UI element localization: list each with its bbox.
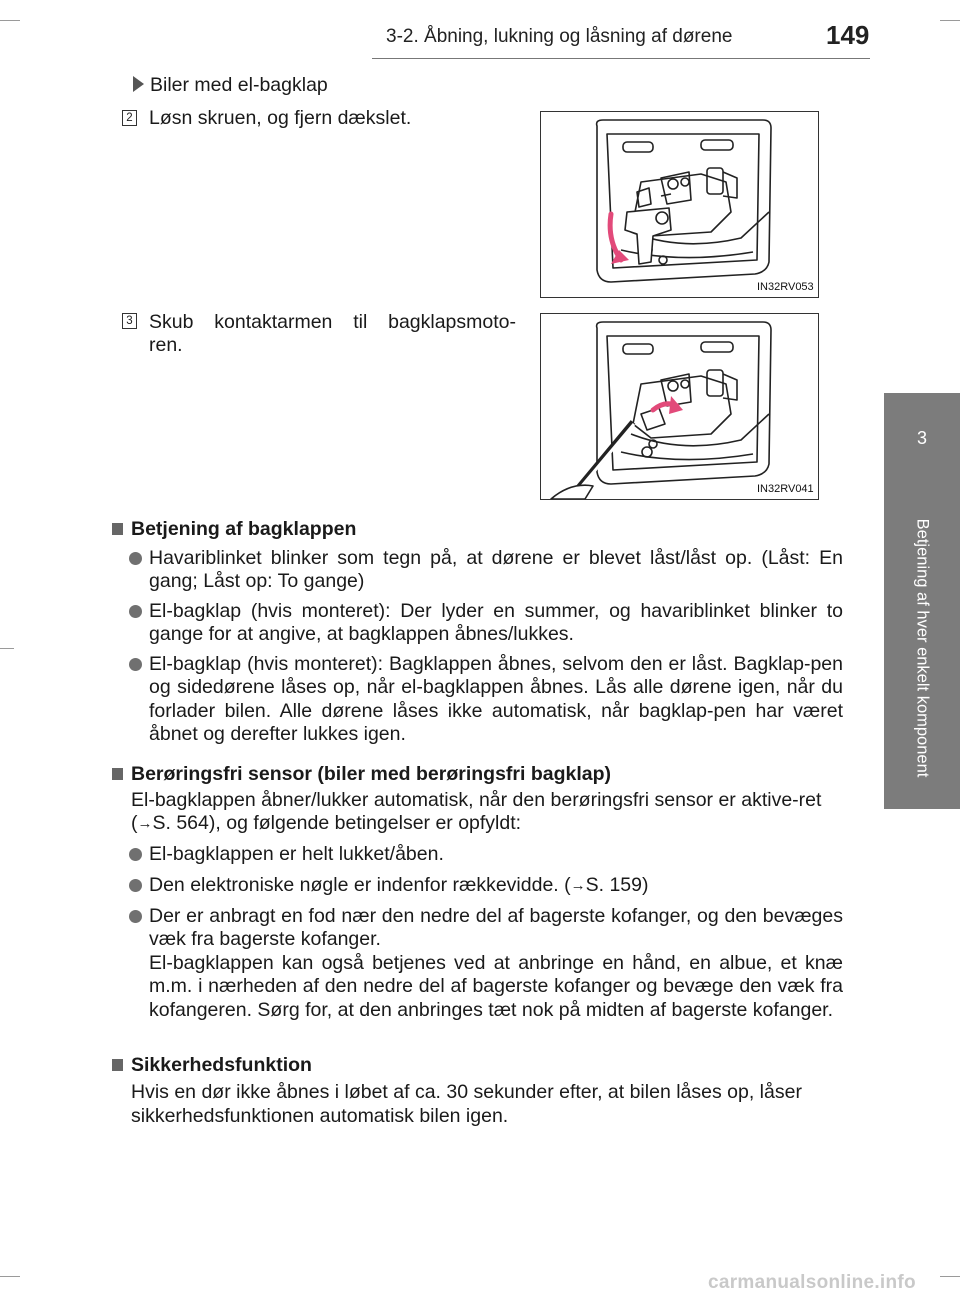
running-header-title: 3-2. Åbning, lukning og låsning af dørene	[386, 26, 733, 47]
bullet-text-part: Den elektroniske nøgle er indenfor rækkevidde. (	[149, 874, 571, 896]
section-heading: Sikkerhedsfunktion	[131, 1054, 312, 1076]
step-text-line-2: ren.	[149, 334, 183, 356]
crop-mark	[940, 1276, 960, 1277]
triangle-right-icon	[133, 76, 144, 92]
circle-bullet-icon	[129, 848, 142, 861]
crop-mark	[0, 1276, 20, 1277]
step-number-box: 3	[122, 313, 137, 329]
bullet-text-part: )	[642, 874, 649, 896]
figure-cover-removal	[540, 111, 819, 298]
intro-label: Biler med el-bagklap	[150, 74, 328, 96]
step-text-line-1: Skub kontaktarmen til bagklapsmoto-	[149, 311, 516, 333]
section-body-line: sikkerhedsfunktionen automatisk bilen igen.	[131, 1105, 509, 1127]
chapter-tab-text: Betjening af hver enkelt komponent	[913, 518, 932, 778]
circle-bullet-icon	[129, 910, 142, 923]
circle-bullet-icon	[129, 879, 142, 892]
crop-mark	[0, 20, 20, 21]
arrow-right-icon: →	[570, 877, 586, 894]
circle-bullet-icon	[129, 605, 142, 618]
square-bullet-icon	[112, 1059, 123, 1071]
section-body	[131, 789, 846, 837]
bullet-text: El-bagklap (hvis monteret): Der lyder en summer, og havariblinket blinker to gange for at angive, at bagklappen åbnes/lukkes.	[149, 600, 843, 646]
step-text: Løsn skruen, og fjern dækslet.	[149, 107, 412, 129]
motor-switch-illustration	[541, 314, 818, 499]
bullet-text: Der er anbragt en fod nær den nedre del af bagerste kofanger, og den bevæges væk fra bagerste kofanger.	[149, 905, 843, 951]
page-number: 149	[826, 20, 870, 50]
section-heading: Berøringsfri sensor (biler med berøringsfri bagklap)	[131, 763, 612, 785]
bullet-text: Havariblinket blinker som tegn på, at dørene er blevet låst/låst op. (Låst: En gang; Låst op: To gange)	[149, 547, 843, 593]
square-bullet-icon	[112, 768, 123, 780]
circle-bullet-icon	[129, 552, 142, 565]
latch-cover-illustration	[541, 112, 818, 297]
circle-bullet-icon	[129, 658, 142, 671]
chapter-tab-number: 3	[916, 428, 927, 448]
figure-code: IN32RV041	[757, 483, 814, 495]
section-heading: Betjening af bagklappen	[131, 518, 357, 540]
watermark: carmanualsonline.info	[708, 1272, 916, 1293]
header-rule	[372, 58, 870, 59]
square-bullet-icon	[112, 523, 123, 535]
crop-mark	[940, 20, 960, 21]
body-text: ), og følgende betingelser er opfyldt:	[208, 812, 522, 835]
figure-code: IN32RV053	[757, 281, 814, 293]
page-reference-link[interactable]: S. 564	[152, 812, 209, 835]
step-number-box: 2	[122, 110, 137, 126]
arrow-right-icon: →	[137, 815, 153, 833]
bullet-text: El-bagklap (hvis monteret): Bagklappen åbnes, selvom den er låst. Bagklap-pen og sidedørene låses op, når el-bagklappen åbnes. Lås alle dørene igen, når du forlader bilen. Alle dørene låses ikke automatisk, når bagklap-pen har været åbnet og derefter lukkes igen.	[149, 653, 843, 745]
body-text: El-bagklappen åbner/lukker automatisk, når den berøringsfri sensor er aktive-ret (	[131, 789, 822, 835]
bullet-text	[149, 874, 843, 898]
section-body-line: Hvis en dør ikke åbnes i løbet af ca. 30 sekunder efter, at bilen låses op, låser	[131, 1081, 802, 1103]
bullet-text: El-bagklappen er helt lukket/åben.	[149, 843, 444, 865]
page-reference-link[interactable]: S. 159	[585, 874, 643, 896]
bullet-note: El-bagklappen kan også betjenes ved at anbringe en hånd, en albue, et knæ m.m. i nærheden af den nedre del af bagerste kofanger og bevæge den væk fra kofangeren. Sørg for, at den anbringes tæt nok på midten af bagerste kofanger.	[149, 952, 843, 1021]
figure-motor-switch	[540, 313, 819, 500]
crop-mark	[0, 648, 14, 649]
